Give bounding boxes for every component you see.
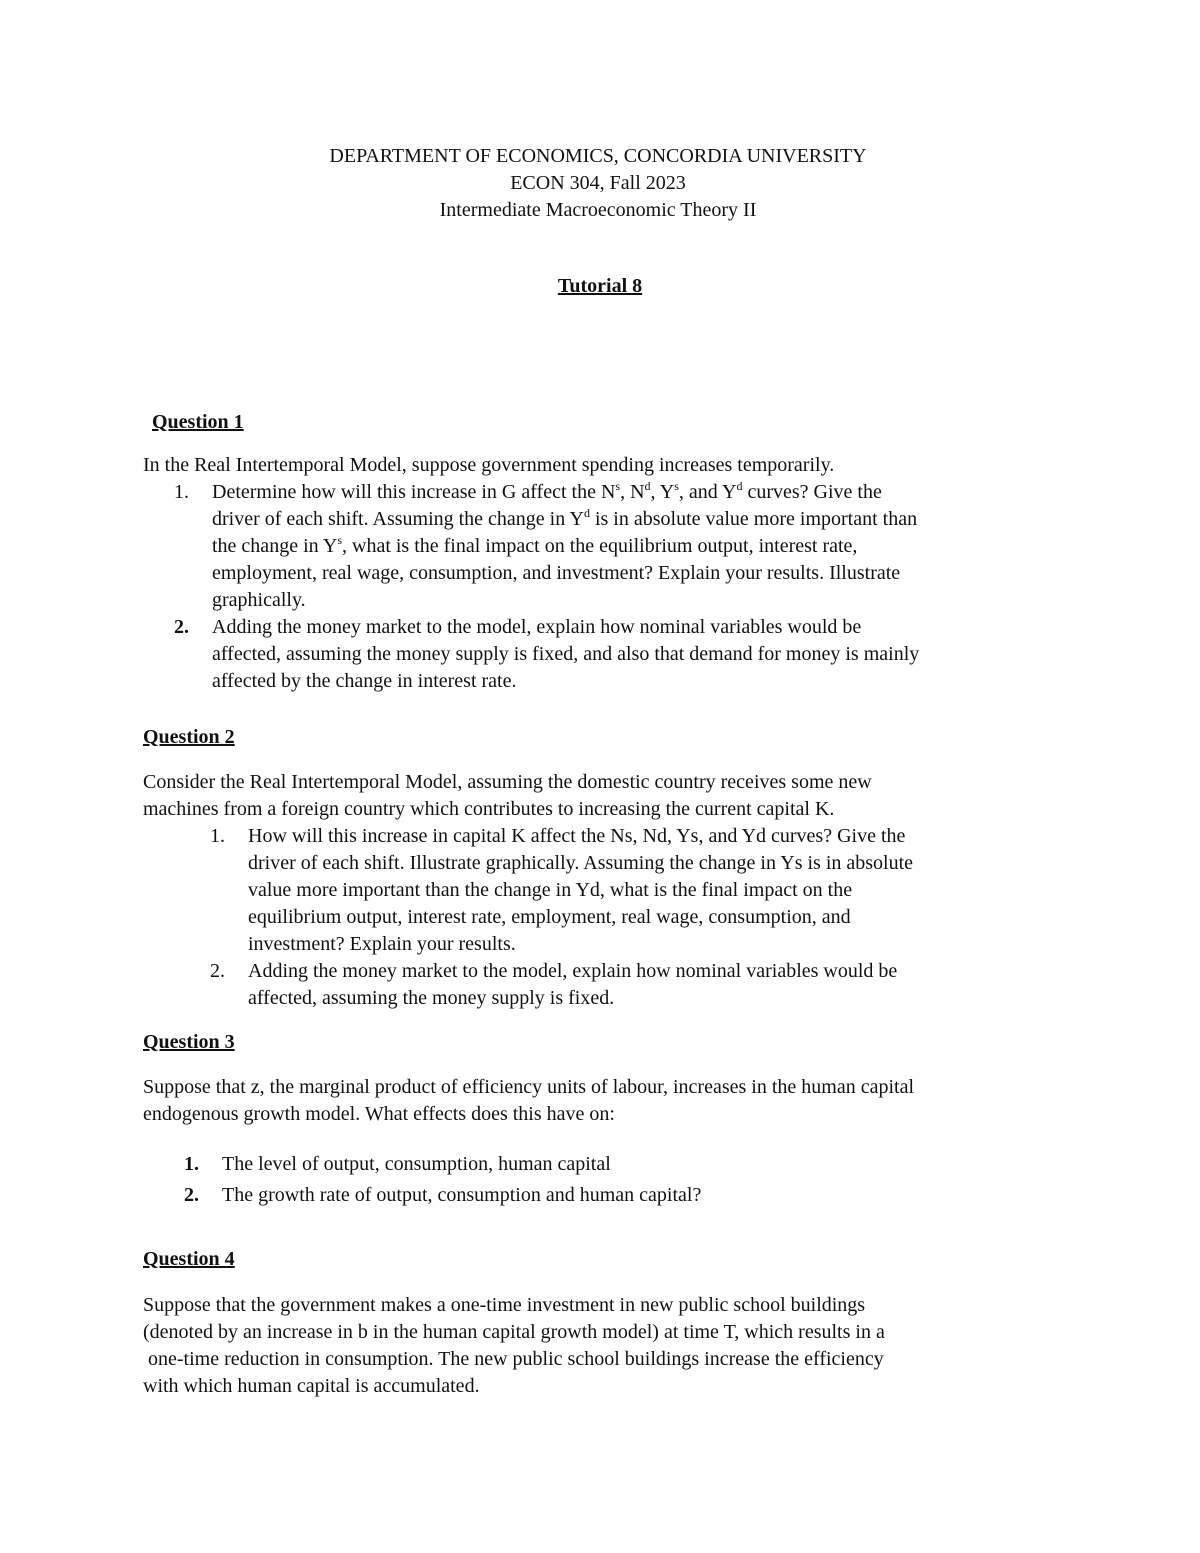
question-1-item-2 <box>174 614 920 695</box>
list-line: value more important than the change in Yd, what is the final impact on the <box>248 879 853 901</box>
list-line: The growth rate of output, consumption and human capital? <box>222 1184 702 1206</box>
course-line: ECON 304, Fall 2023 <box>510 172 686 194</box>
text-run: the change in Y <box>212 535 338 557</box>
question-1-intro-text: In the Real Intertemporal Model, suppose government spending increases temporarily. <box>143 454 835 476</box>
paragraph-line: (denoted by an increase in b in the human capital growth model) at time T, which results in a <box>143 1321 885 1343</box>
list-line <box>212 506 919 533</box>
question-4-heading: Question 4 <box>143 1248 235 1270</box>
list-line <box>212 533 919 560</box>
text-run: Determine how will this increase in G affect the N <box>212 481 616 503</box>
list-number: 1. <box>210 825 225 847</box>
text-run: driver of each shift. Assuming the change in Y <box>212 508 584 530</box>
list-number: 2. <box>174 616 189 638</box>
paragraph-line: one-time reduction in consumption. The new public school buildings increase the efficiency <box>143 1348 884 1370</box>
tutorial-title: Tutorial 8 <box>557 275 643 297</box>
question-1-intro <box>143 452 1083 479</box>
question-1-heading: Question 1 <box>152 411 244 433</box>
text-run: , and Y <box>678 481 737 503</box>
superscript: d <box>644 479 651 493</box>
superscript: s <box>615 479 621 493</box>
list-line: graphically. <box>212 589 306 611</box>
paragraph-line: with which human capital is accumulated. <box>143 1375 480 1397</box>
question-3-heading: Question 3 <box>143 1031 235 1053</box>
question-4-paragraph <box>143 1292 1083 1400</box>
list-line: driver of each shift. Illustrate graphically. Assuming the change in Ys is in absolute <box>248 852 914 874</box>
superscript: d <box>583 506 590 520</box>
paragraph-line: endogenous growth model. What effects does this have on: <box>143 1103 615 1125</box>
question-3-intro <box>143 1074 1083 1128</box>
list-line: affected, assuming the money supply is fixed. <box>248 987 615 1009</box>
list-number: 1. <box>174 481 189 503</box>
paragraph-line: Consider the Real Intertemporal Model, assuming the domestic country receives some new <box>143 771 872 793</box>
text-run: , N <box>620 481 645 503</box>
question-2-list <box>210 823 914 1012</box>
text-run: curves? Give the <box>742 481 882 503</box>
course-title-line: Intermediate Macroeconomic Theory II <box>439 199 757 221</box>
question-2-item-2 <box>210 958 913 1012</box>
list-line: How will this increase in capital K affect the Ns, Nd, Ys, and Yd curves? Give the <box>248 825 906 847</box>
question-3-item-2 <box>184 1182 702 1209</box>
question-2-heading: Question 2 <box>143 726 235 748</box>
list-line: equilibrium output, interest rate, employment, real wage, consumption, and <box>248 906 851 928</box>
list-line: Adding the money market to the model, explain how nominal variables would be <box>212 616 862 638</box>
document-header <box>0 143 1196 224</box>
list-line: Adding the money market to the model, explain how nominal variables would be <box>248 960 898 982</box>
list-line: affected, assuming the money supply is fixed, and also that demand for money is mainly <box>212 643 920 665</box>
question-2-intro <box>143 769 1083 823</box>
question-2-item-1 <box>210 823 914 958</box>
list-line: affected by the change in interest rate. <box>212 670 517 692</box>
text-run: is in absolute value more important than <box>589 508 918 530</box>
text-run: , what is the final impact on the equilibrium output, interest rate, <box>342 535 858 557</box>
list-number: 1. <box>184 1153 199 1175</box>
question-1-list <box>174 479 920 695</box>
question-1-item-1 <box>174 479 919 614</box>
paragraph-line: machines from a foreign country which contributes to increasing the current capital K. <box>143 798 835 820</box>
paragraph-line: Suppose that the government makes a one-time investment in new public school buildings <box>143 1294 866 1316</box>
list-number: 2. <box>184 1184 199 1206</box>
paragraph-line: Suppose that z, the marginal product of efficiency units of labour, increases in the human capital <box>143 1076 915 1098</box>
list-line: The level of output, consumption, human capital <box>222 1153 611 1175</box>
list-number: 2. <box>210 960 225 982</box>
question-3-item-1 <box>184 1151 701 1178</box>
text-run: , Y <box>650 481 675 503</box>
question-3-list <box>184 1151 702 1209</box>
superscript: d <box>736 479 743 493</box>
department-line: DEPARTMENT OF ECONOMICS, CONCORDIA UNIVERSITY <box>329 145 867 167</box>
superscript: s <box>674 479 679 493</box>
list-line <box>212 479 919 506</box>
list-line: investment? Explain your results. <box>248 933 516 955</box>
superscript: s <box>337 533 342 547</box>
list-line: employment, real wage, consumption, and investment? Explain your results. Illustrate <box>212 562 901 584</box>
